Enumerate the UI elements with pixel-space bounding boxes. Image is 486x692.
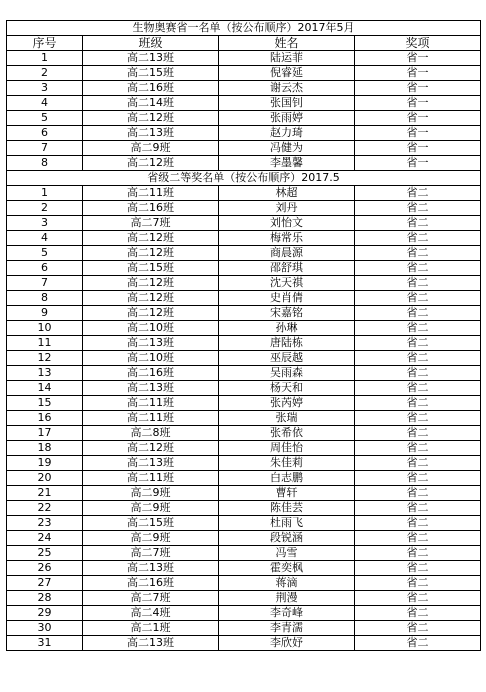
table-row: [7, 96, 481, 111]
row-award: 省二: [355, 471, 481, 486]
award-list-body: [7, 21, 481, 651]
row-number: 5: [7, 111, 83, 126]
table-row: [7, 246, 481, 261]
row-name: 唐陆栋: [219, 336, 355, 351]
row-number: 4: [7, 231, 83, 246]
row-class: 高二16班: [83, 576, 219, 591]
table-row: [7, 321, 481, 336]
table-row: [7, 591, 481, 606]
row-class: 高二1班: [83, 621, 219, 636]
row-award: 省二: [355, 261, 481, 276]
row-name: 宋嘉铭: [219, 306, 355, 321]
table-row: [7, 291, 481, 306]
row-number: 15: [7, 396, 83, 411]
table-row: [7, 111, 481, 126]
table-row: [7, 486, 481, 501]
row-award: 省一: [355, 126, 481, 141]
row-class: 高二7班: [83, 591, 219, 606]
row-number: 11: [7, 336, 83, 351]
row-award: 省一: [355, 81, 481, 96]
row-name: 霍奕枫: [219, 561, 355, 576]
row-number: 9: [7, 306, 83, 321]
row-award: 省二: [355, 561, 481, 576]
column-header-row: [7, 36, 481, 51]
table-row: [7, 546, 481, 561]
row-name: 蒋滴: [219, 576, 355, 591]
row-name: 巫辰越: [219, 351, 355, 366]
row-class: 高二9班: [83, 531, 219, 546]
table-row: [7, 261, 481, 276]
table-row: [7, 396, 481, 411]
row-class: 高二12班: [83, 156, 219, 171]
row-class: 高二16班: [83, 81, 219, 96]
row-award: 省二: [355, 456, 481, 471]
row-class: 高二12班: [83, 276, 219, 291]
row-award: 省二: [355, 306, 481, 321]
row-name: 荆漫: [219, 591, 355, 606]
row-name: 李欣妤: [219, 636, 355, 651]
row-class: 高二9班: [83, 501, 219, 516]
row-award: 省二: [355, 516, 481, 531]
row-class: 高二12班: [83, 246, 219, 261]
row-name: 张芮婷: [219, 396, 355, 411]
row-award: 省二: [355, 276, 481, 291]
row-class: 高二12班: [83, 441, 219, 456]
row-class: 高二13班: [83, 561, 219, 576]
row-award: 省二: [355, 351, 481, 366]
row-number: 6: [7, 261, 83, 276]
section1-title: 生物奥赛省一名单（按公布顺序）2017年5月: [7, 21, 481, 36]
row-number: 5: [7, 246, 83, 261]
row-class: 高二13班: [83, 336, 219, 351]
table-row: [7, 156, 481, 171]
row-name: 李奇峰: [219, 606, 355, 621]
table-row: [7, 456, 481, 471]
row-award: 省二: [355, 501, 481, 516]
row-number: 21: [7, 486, 83, 501]
row-number: 1: [7, 51, 83, 66]
row-number: 8: [7, 156, 83, 171]
row-name: 陈佳芸: [219, 501, 355, 516]
row-number: 2: [7, 201, 83, 216]
row-number: 14: [7, 381, 83, 396]
row-number: 7: [7, 141, 83, 156]
row-award: 省二: [355, 321, 481, 336]
row-name: 白志鹏: [219, 471, 355, 486]
table-row: [7, 426, 481, 441]
row-name: 冯健为: [219, 141, 355, 156]
row-number: 24: [7, 531, 83, 546]
row-name: 张国钊: [219, 96, 355, 111]
row-class: 高二10班: [83, 351, 219, 366]
row-number: 13: [7, 366, 83, 381]
row-number: 3: [7, 216, 83, 231]
row-name: 梅常乐: [219, 231, 355, 246]
row-award: 省二: [355, 216, 481, 231]
section2-title-row: [7, 171, 481, 186]
row-name: 林超: [219, 186, 355, 201]
table-row: [7, 501, 481, 516]
row-name: 张希依: [219, 426, 355, 441]
row-name: 邵舒琪: [219, 261, 355, 276]
table-row: [7, 336, 481, 351]
row-number: 22: [7, 501, 83, 516]
row-class: 高二11班: [83, 396, 219, 411]
row-award: 省二: [355, 576, 481, 591]
row-class: 高二11班: [83, 186, 219, 201]
row-number: 18: [7, 441, 83, 456]
row-name: 陆运菲: [219, 51, 355, 66]
row-class: 高二12班: [83, 111, 219, 126]
row-name: 谢云杰: [219, 81, 355, 96]
row-number: 31: [7, 636, 83, 651]
table-row: [7, 216, 481, 231]
row-number: 6: [7, 126, 83, 141]
table-row: [7, 186, 481, 201]
row-number: 28: [7, 591, 83, 606]
row-number: 27: [7, 576, 83, 591]
row-name: 商晨源: [219, 246, 355, 261]
table-row: [7, 276, 481, 291]
row-award: 省一: [355, 96, 481, 111]
table-row: [7, 561, 481, 576]
row-number: 26: [7, 561, 83, 576]
row-name: 吴雨森: [219, 366, 355, 381]
row-class: 高二15班: [83, 261, 219, 276]
row-name: 曹轩: [219, 486, 355, 501]
row-name: 朱佳莉: [219, 456, 355, 471]
row-number: 19: [7, 456, 83, 471]
row-number: 17: [7, 426, 83, 441]
row-number: 29: [7, 606, 83, 621]
row-award: 省一: [355, 141, 481, 156]
row-award: 省二: [355, 246, 481, 261]
row-award: 省一: [355, 156, 481, 171]
table-row: [7, 471, 481, 486]
row-name: 刘怡文: [219, 216, 355, 231]
row-number: 16: [7, 411, 83, 426]
row-award: 省二: [355, 636, 481, 651]
row-number: 3: [7, 81, 83, 96]
row-class: 高二13班: [83, 126, 219, 141]
row-name: 张瑞: [219, 411, 355, 426]
row-class: 高二10班: [83, 321, 219, 336]
row-name: 李青濡: [219, 621, 355, 636]
table-row: [7, 366, 481, 381]
header-number: 序号: [7, 36, 83, 51]
row-name: 史肖倩: [219, 291, 355, 306]
row-number: 2: [7, 66, 83, 81]
row-number: 1: [7, 186, 83, 201]
row-award: 省一: [355, 111, 481, 126]
row-class: 高二11班: [83, 411, 219, 426]
table-row: [7, 126, 481, 141]
row-award: 省二: [355, 546, 481, 561]
row-award: 省二: [355, 591, 481, 606]
row-name: 杨天和: [219, 381, 355, 396]
row-class: 高二16班: [83, 366, 219, 381]
row-name: 倪睿延: [219, 66, 355, 81]
row-number: 25: [7, 546, 83, 561]
row-award: 省二: [355, 486, 481, 501]
row-award: 省二: [355, 426, 481, 441]
row-award: 省二: [355, 606, 481, 621]
row-class: 高二11班: [83, 471, 219, 486]
row-award: 省二: [355, 366, 481, 381]
row-name: 张雨婷: [219, 111, 355, 126]
row-class: 高二8班: [83, 426, 219, 441]
table-row: [7, 516, 481, 531]
table-row: [7, 66, 481, 81]
header-name: 姓名: [219, 36, 355, 51]
row-award: 省二: [355, 291, 481, 306]
row-name: 周佳怡: [219, 441, 355, 456]
table-row: [7, 636, 481, 651]
row-class: 高二7班: [83, 546, 219, 561]
row-number: 4: [7, 96, 83, 111]
row-class: 高二16班: [83, 201, 219, 216]
row-number: 30: [7, 621, 83, 636]
table-row: [7, 381, 481, 396]
row-name: 孙琳: [219, 321, 355, 336]
table-row: [7, 51, 481, 66]
row-class: 高二13班: [83, 381, 219, 396]
row-class: 高二13班: [83, 636, 219, 651]
row-number: 23: [7, 516, 83, 531]
row-name: 李墨馨: [219, 156, 355, 171]
row-class: 高二12班: [83, 306, 219, 321]
header-class: 班级: [83, 36, 219, 51]
row-award: 省二: [355, 441, 481, 456]
header-award: 奖项: [355, 36, 481, 51]
table-row: [7, 441, 481, 456]
row-class: 高二12班: [83, 231, 219, 246]
row-class: 高二4班: [83, 606, 219, 621]
row-award: 省二: [355, 621, 481, 636]
row-number: 20: [7, 471, 83, 486]
row-award: 省二: [355, 396, 481, 411]
table-row: [7, 306, 481, 321]
table-row: [7, 141, 481, 156]
row-award: 省二: [355, 201, 481, 216]
row-class: 高二15班: [83, 516, 219, 531]
row-class: 高二7班: [83, 216, 219, 231]
table-row: [7, 531, 481, 546]
row-number: 10: [7, 321, 83, 336]
table-row: [7, 621, 481, 636]
row-number: 7: [7, 276, 83, 291]
row-award: 省二: [355, 336, 481, 351]
row-name: 赵力琦: [219, 126, 355, 141]
row-award: 省一: [355, 66, 481, 81]
row-name: 刘丹: [219, 201, 355, 216]
award-list-table: [6, 20, 481, 651]
row-number: 12: [7, 351, 83, 366]
table-row: [7, 231, 481, 246]
table-row: [7, 576, 481, 591]
table-row: [7, 606, 481, 621]
row-award: 省二: [355, 531, 481, 546]
row-class: 高二13班: [83, 51, 219, 66]
row-award: 省一: [355, 51, 481, 66]
row-class: 高二9班: [83, 141, 219, 156]
section2-title: 省级二等奖名单（按公布顺序）2017.5: [7, 171, 481, 186]
row-award: 省二: [355, 381, 481, 396]
row-class: 高二12班: [83, 291, 219, 306]
row-class: 高二14班: [83, 96, 219, 111]
row-name: 沈天祺: [219, 276, 355, 291]
table-row: [7, 351, 481, 366]
row-class: 高二15班: [83, 66, 219, 81]
row-class: 高二9班: [83, 486, 219, 501]
section1-title-row: [7, 21, 481, 36]
row-name: 冯雪: [219, 546, 355, 561]
row-award: 省二: [355, 411, 481, 426]
row-award: 省二: [355, 186, 481, 201]
table-row: [7, 81, 481, 96]
table-row: [7, 411, 481, 426]
row-name: 杜雨飞: [219, 516, 355, 531]
row-name: 段锐涵: [219, 531, 355, 546]
row-number: 8: [7, 291, 83, 306]
table-row: [7, 201, 481, 216]
row-award: 省二: [355, 231, 481, 246]
row-class: 高二13班: [83, 456, 219, 471]
